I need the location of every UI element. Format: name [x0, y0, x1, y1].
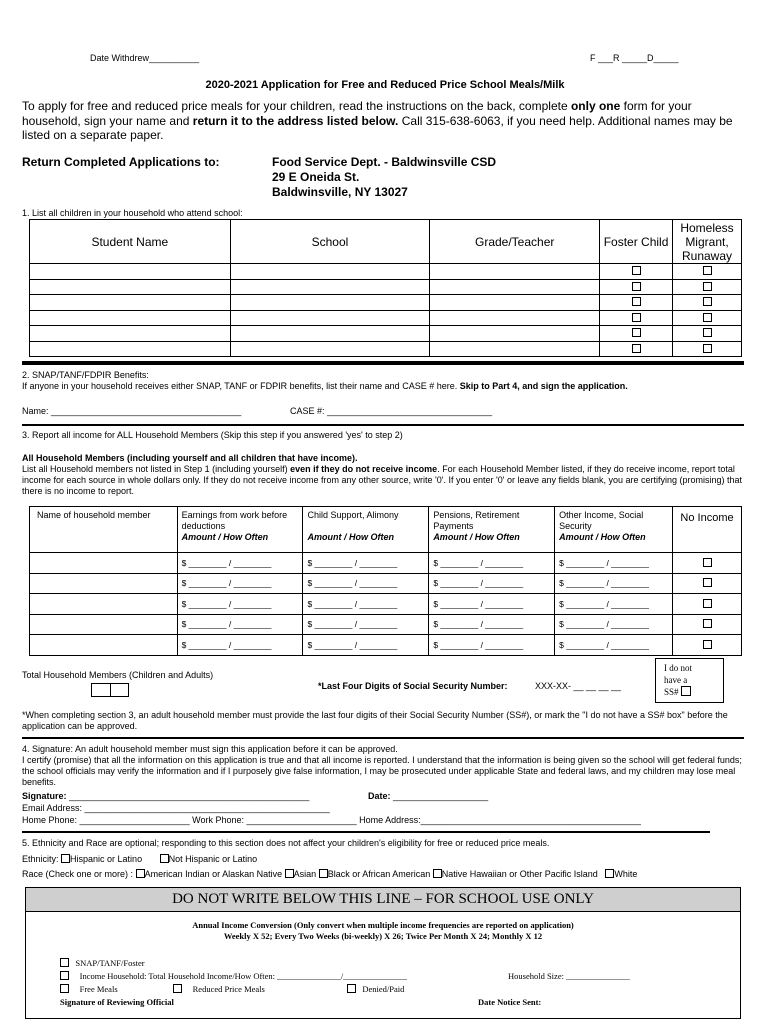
homeless-checkbox[interactable]: [703, 266, 712, 275]
child-row: [30, 295, 742, 311]
member-name-cell[interactable]: [30, 614, 178, 635]
income-col-header: Pensions, Retirement Payments Amount / How Often: [429, 507, 555, 553]
total-members-label: Total Household Members (Children and Adults): [22, 670, 214, 680]
no-income-checkbox[interactable]: [703, 640, 712, 649]
phone-address-fields[interactable]: Home Phone: ______________________ Work Phone: ______________________ Home Address:____________________________________________: [22, 815, 641, 825]
race-white-checkbox[interactable]: [605, 869, 614, 878]
no-income-checkbox[interactable]: [703, 599, 712, 608]
col-school: School: [230, 220, 430, 264]
section3-text: List all Household members not listed in Step 1 (including yourself) even if they do not receive income. For each Household Member listed, if they do receive income, report total income for each source in whole dollars only. If they do not receive income from any other source, write '0'. If you enter '0' or leave any fields blank, you are certifying (promising) that there is no income to report.: [22, 464, 743, 496]
child-name-cell[interactable]: [30, 279, 231, 295]
child-school-cell[interactable]: [230, 310, 430, 326]
race-hawaiian-checkbox[interactable]: [433, 869, 442, 878]
member-name-cell[interactable]: [30, 594, 178, 615]
snap-row: SNAP/TANF/Foster: [60, 958, 145, 968]
foster-cell: [600, 295, 673, 311]
child-name-cell[interactable]: [30, 264, 231, 280]
divider: [22, 361, 744, 365]
children-table-header: [30, 220, 742, 264]
foster-cell: [600, 341, 673, 357]
member-name-cell[interactable]: [30, 635, 178, 656]
no-income-cell: [673, 614, 742, 635]
income-amount-cell[interactable]: $ ________ / ________: [555, 635, 673, 656]
office-use-box: [25, 912, 741, 1019]
section3-subheading: All Household Members (including yourself and all children that have income).: [22, 453, 358, 463]
child-grade-cell[interactable]: [430, 295, 600, 311]
member-name-cell[interactable]: [30, 573, 178, 594]
homeless-cell: [673, 326, 742, 342]
email-field[interactable]: Email Address: _________________________________________________: [22, 803, 330, 813]
race-black-checkbox[interactable]: [319, 869, 328, 878]
office-denied-checkbox[interactable]: [347, 984, 356, 993]
no-income-checkbox[interactable]: [703, 619, 712, 628]
ethnicity-not-hispanic-checkbox[interactable]: [160, 854, 169, 863]
ethnicity-row: Ethnicity: Hispanic or Latino Not Hispanic or Latino: [22, 854, 258, 864]
homeless-cell: [673, 279, 742, 295]
section1-instruction: 1. List all children in your household who attend school:: [22, 208, 243, 218]
children-table: [29, 219, 742, 357]
race-row: Race (Check one or more) : American Indian or Alaskan Native Asian Black or African American Native Hawaiian or Other Pacific Island White: [22, 869, 638, 879]
return-label: Return Completed Applications to:: [22, 155, 220, 169]
income-col-header: Other Income, Social Security Amount / How Often: [555, 507, 673, 553]
income-table-header: [30, 507, 742, 553]
income-col-header: No Income: [673, 507, 742, 553]
child-grade-cell[interactable]: [430, 341, 600, 357]
date-field[interactable]: Date: ___________________: [368, 791, 489, 801]
signature-field[interactable]: Signature: ________________________________________________: [22, 791, 310, 801]
date-withdrew-field: Date Withdrew__________: [90, 53, 200, 63]
foster-cell: [600, 310, 673, 326]
foster-checkbox[interactable]: [632, 328, 641, 337]
race-asian-checkbox[interactable]: [285, 869, 294, 878]
child-grade-cell[interactable]: [430, 279, 600, 295]
income-row: [30, 594, 742, 615]
col-foster-child: Foster Child: [600, 220, 673, 264]
child-grade-cell[interactable]: [430, 264, 600, 280]
child-row: [30, 326, 742, 342]
section2-heading: 2. SNAP/TANF/FDPIR Benefits:: [22, 370, 149, 380]
income-amount-cell[interactable]: $ ________ / ________: [429, 594, 555, 615]
office-free-checkbox[interactable]: [60, 984, 69, 993]
foster-checkbox[interactable]: [632, 282, 641, 291]
income-amount-cell[interactable]: $ ________ / ________: [429, 614, 555, 635]
no-income-cell: [673, 553, 742, 574]
income-amount-cell[interactable]: $ ________ / ________: [177, 553, 303, 574]
col-student-name: Student Name: [30, 220, 231, 264]
page-title: 2020-2021 Application for Free and Reduced Price School Meals/Milk: [205, 79, 565, 91]
child-school-cell[interactable]: [230, 295, 430, 311]
child-row: [30, 264, 742, 280]
office-reduced-checkbox[interactable]: [173, 984, 182, 993]
homeless-cell: [673, 310, 742, 326]
foster-cell: [600, 264, 673, 280]
child-school-cell[interactable]: [230, 264, 430, 280]
conversion-line1: Annual Income Conversion (Only convert when multiple income frequencies are reported on application): [192, 920, 574, 930]
child-grade-cell[interactable]: [430, 326, 600, 342]
income-col-header: Child Support, Alimony Amount / How Often: [303, 507, 429, 553]
income-amount-cell[interactable]: $ ________ / ________: [177, 614, 303, 635]
no-income-checkbox[interactable]: [703, 558, 712, 567]
homeless-cell: [673, 264, 742, 280]
certify-text: I certify (promise) that all the information on this application is true and that all income is reported. I understand that the information is being given so the school will get federal funds; the school officials may verify the information and if I purposely give false information, I may be prosecuted under applicable State and federal laws, and my children may lose meal benefits.: [22, 755, 742, 787]
child-row: [30, 310, 742, 326]
denied-row: Denied/Paid: [347, 984, 404, 994]
income-amount-cell[interactable]: $ ________ / ________: [303, 553, 429, 574]
child-name-cell[interactable]: [30, 341, 231, 357]
homeless-cell: [673, 295, 742, 311]
income-amount-cell[interactable]: $ ________ / ________: [303, 614, 429, 635]
ssn-label: *Last Four Digits of Social Security Number:: [318, 681, 508, 691]
child-school-cell[interactable]: [230, 341, 430, 357]
intro-text: To apply for free and reduced price meals for your children, read the instructions on the back, complete only one form for your household, sign your name and return it to the address listed below. Call 315-638-6063, if you need help. Additional names may be listed on a separate paper.: [22, 99, 733, 142]
date-notice-sent: Date Notice Sent:: [478, 997, 542, 1007]
income-amount-cell[interactable]: $ ________ / ________: [177, 573, 303, 594]
income-household-row: Income Household: Total Household Income/How Often: _______________/_______________: [60, 971, 407, 981]
foster-checkbox[interactable]: [632, 297, 641, 306]
child-row: [30, 341, 742, 357]
divider: [22, 737, 744, 739]
income-amount-cell[interactable]: $ ________ / ________: [303, 594, 429, 615]
section4-heading: 4. Signature: An adult household member must sign this application before it can be approved.: [22, 744, 398, 754]
income-row: [30, 573, 742, 594]
total-members-input[interactable]: [91, 683, 129, 697]
snap-case-field[interactable]: CASE #: _________________________________: [290, 406, 493, 416]
frd-field: F ___R _____D_____: [590, 53, 679, 63]
col-grade-teacher: Grade/Teacher: [430, 220, 600, 264]
income-amount-cell[interactable]: $ ________ / ________: [429, 573, 555, 594]
child-name-cell[interactable]: [30, 310, 231, 326]
member-name-cell[interactable]: [30, 553, 178, 574]
income-amount-cell[interactable]: $ ________ / ________: [303, 635, 429, 656]
child-grade-cell[interactable]: [430, 310, 600, 326]
child-row: [30, 279, 742, 295]
race-american-indian-checkbox[interactable]: [136, 869, 145, 878]
income-amount-cell[interactable]: $ ________ / ________: [555, 594, 673, 615]
income-amount-cell[interactable]: $ ________ / ________: [555, 553, 673, 574]
income-amount-cell[interactable]: $ ________ / ________: [177, 635, 303, 656]
no-income-cell: [673, 635, 742, 656]
no-income-cell: [673, 594, 742, 615]
homeless-checkbox[interactable]: [703, 328, 712, 337]
no-income-cell: [673, 573, 742, 594]
household-size-field[interactable]: Household Size: _______________: [508, 971, 630, 981]
snap-name-field[interactable]: Name: ______________________________________: [22, 406, 242, 416]
divider: [22, 831, 710, 833]
col-homeless: Homeless Migrant, Runaway: [673, 220, 742, 264]
ethnicity-hispanic-checkbox[interactable]: [61, 854, 70, 863]
income-amount-cell[interactable]: $ ________ / ________: [303, 573, 429, 594]
no-ssn-checkbox[interactable]: [681, 686, 691, 696]
office-snap-checkbox[interactable]: [60, 958, 69, 967]
reduced-row: Reduced Price Meals: [173, 984, 265, 994]
foster-cell: [600, 279, 673, 295]
divider: [22, 424, 744, 426]
office-income-checkbox[interactable]: [60, 971, 69, 980]
income-table: [29, 506, 742, 656]
ssn-note: *When completing section 3, an adult household member must provide the last four digits of their Social Security Number (SS#), or mark the "I do not have a SS# box" before the application can be approved.: [22, 710, 728, 731]
return-address: Food Service Dept. - Baldwinsville CSD 29 E Oneida St. Baldwinsville, NY 13027: [272, 155, 497, 199]
child-name-cell[interactable]: [30, 295, 231, 311]
child-school-cell[interactable]: [230, 326, 430, 342]
ssn-input[interactable]: XXX-XX- __ __ __ __: [535, 681, 622, 691]
foster-cell: [600, 326, 673, 342]
income-row: [30, 614, 742, 635]
meal-status-row: Free Meals: [60, 984, 118, 994]
child-name-cell[interactable]: [30, 326, 231, 342]
income-amount-cell[interactable]: $ ________ / ________: [555, 614, 673, 635]
income-col-header: Name of household member: [30, 507, 178, 553]
section3-heading: 3. Report all income for ALL Household Members (Skip this step if you answered 'yes' to step 2): [22, 430, 403, 440]
no-income-checkbox[interactable]: [703, 578, 712, 587]
income-amount-cell[interactable]: $ ________ / ________: [555, 573, 673, 594]
conversion-line2: Weekly X 52; Every Two Weeks (bi-weekly) X 26; Twice Per Month X 24; Monthly X 12: [223, 931, 543, 941]
homeless-checkbox[interactable]: [703, 282, 712, 291]
section2-text: If anyone in your household receives either SNAP, TANF or FDPIR benefits, list their name and CASE # here. Skip to Part 4, and sign the application.: [22, 381, 628, 391]
income-col-header: Earnings from work before deductions Amount / How Often: [177, 507, 303, 553]
office-use-banner: DO NOT WRITE BELOW THIS LINE – FOR SCHOOL USE ONLY: [25, 887, 741, 912]
section5-heading: 5. Ethnicity and Race are optional; responding to this section does not affect your children's eligibility for free or reduced price meals.: [22, 838, 550, 848]
income-row: [30, 635, 742, 656]
income-amount-cell[interactable]: $ ________ / ________: [177, 594, 303, 615]
homeless-checkbox[interactable]: [703, 297, 712, 306]
reviewing-official: Signature of Reviewing Official: [60, 997, 174, 1007]
foster-checkbox[interactable]: [632, 344, 641, 353]
foster-checkbox[interactable]: [632, 266, 641, 275]
income-row: [30, 553, 742, 574]
child-school-cell[interactable]: [230, 279, 430, 295]
income-amount-cell[interactable]: $ ________ / ________: [429, 635, 555, 656]
income-amount-cell[interactable]: $ ________ / ________: [429, 553, 555, 574]
foster-checkbox[interactable]: [632, 313, 641, 322]
homeless-checkbox[interactable]: [703, 344, 712, 353]
no-ssn-box: I do not have a SS#: [655, 658, 724, 703]
homeless-cell: [673, 341, 742, 357]
homeless-checkbox[interactable]: [703, 313, 712, 322]
